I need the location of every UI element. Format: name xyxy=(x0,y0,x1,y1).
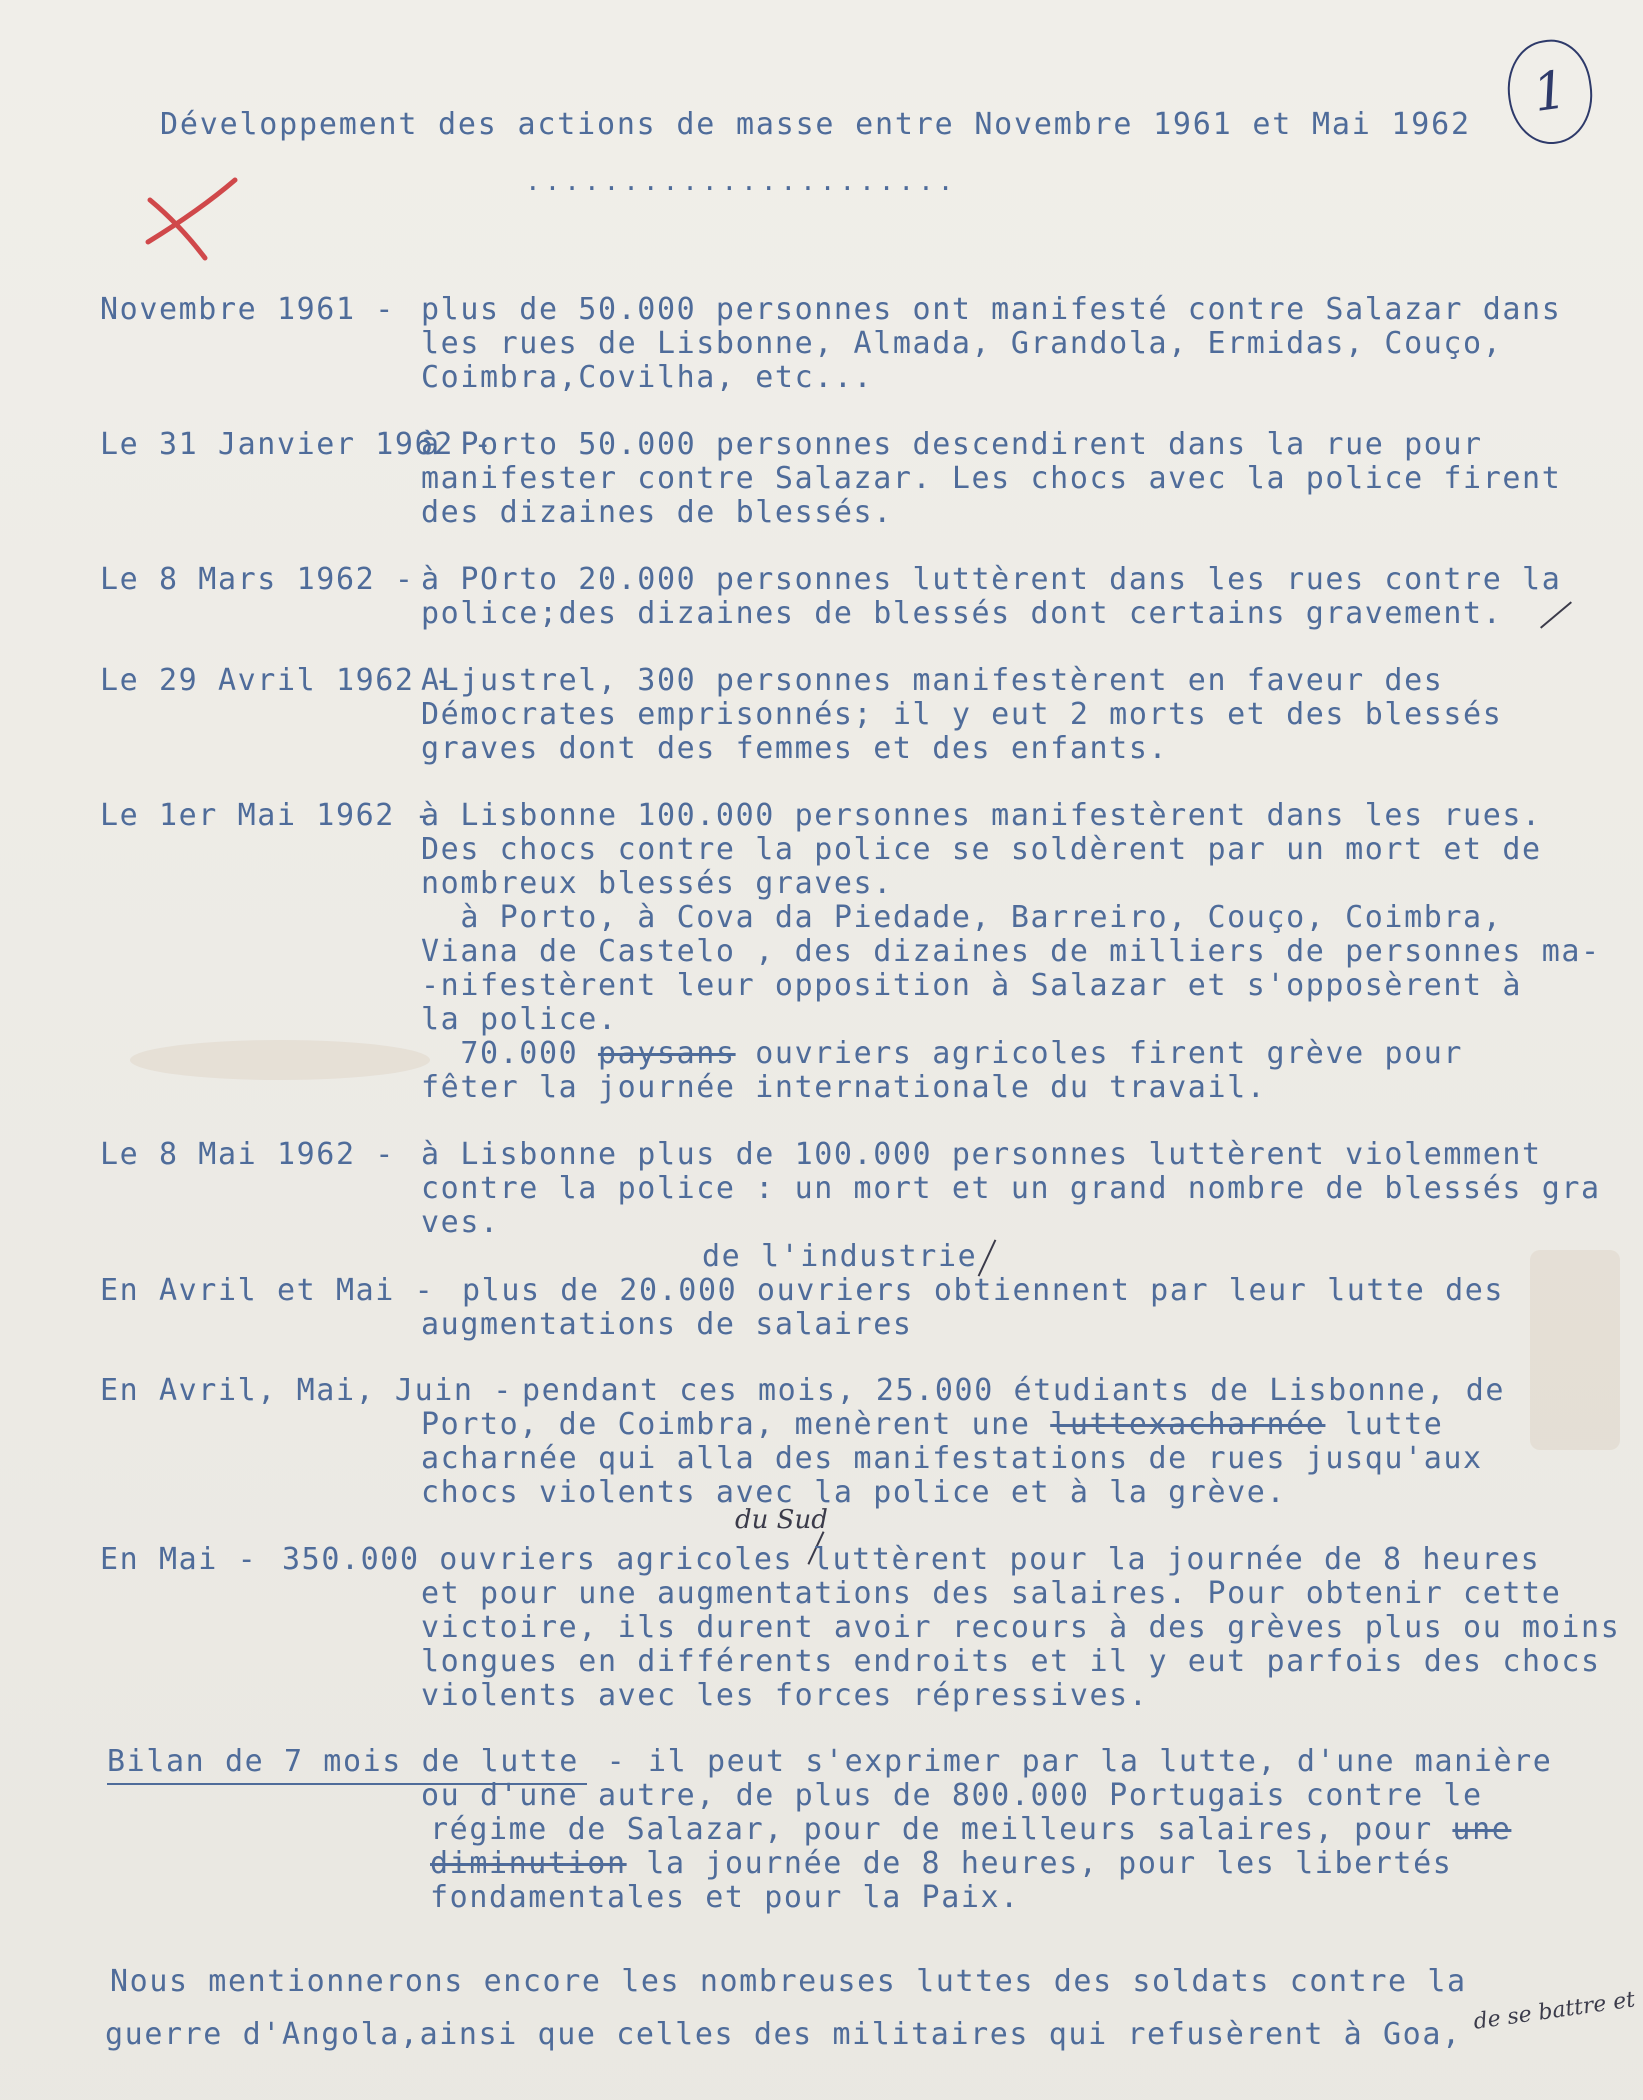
entry-text-line: à POrto 20.000 personnes luttèrent dans les rues contre la xyxy=(421,562,1562,597)
entry-text-line: nombreux blessés graves. xyxy=(421,866,893,901)
entry-text-line: contre la police : un mort et un grand nombre de blessés gra xyxy=(421,1171,1601,1206)
red-x-mark xyxy=(140,170,240,270)
entry-date-apr-may-jun: En Avril, Mai, Juin - xyxy=(100,1373,533,1408)
page-title: Développement des actions de masse entre Novembre 1961 et Mai 1962 xyxy=(160,107,1471,142)
closing-paragraph-line: Nous mentionnerons encore les nombreuses luttes des soldats contre la xyxy=(110,1964,1467,1999)
entry-text-line: longues en différents endroits et il y eut parfois des chocs xyxy=(421,1644,1601,1679)
entry-date-mar-1962: Le 8 Mars 1962 - xyxy=(100,562,435,597)
entry-text-line: pendant ces mois, 25.000 étudiants de Lisbonne, de xyxy=(522,1373,1506,1408)
entry-text-line: ALjustrel, 300 personnes manifestèrent en faveur des xyxy=(421,663,1444,698)
entry-date-apr-1962: Le 29 Avril 1962 - xyxy=(100,663,474,698)
entry-date-nov-1961: Novembre 1961 - xyxy=(100,292,415,327)
paper-stain xyxy=(130,1040,430,1080)
entry-text-line: à Porto 50.000 personnes descendirent dans la rue pour xyxy=(421,427,1483,462)
handwritten-margin-note: de se battre et xyxy=(1472,1987,1637,2035)
entry-text-line: 350.000 ouvriers agricoles luttèrent pour la journée de 8 heures xyxy=(282,1542,1541,1577)
summary-text-line: ou d'une autre, de plus de 800.000 Portugais contre le xyxy=(421,1778,1483,1813)
entry-text-line: Coimbra,Covilha, etc... xyxy=(421,360,874,395)
entry-text-line: plus de 50.000 personnes ont manifesté contre Salazar dans xyxy=(421,292,1562,327)
entry-date-may: En Mai - xyxy=(100,1542,277,1577)
entry-text-line: violents avec les forces répressives. xyxy=(421,1678,1149,1713)
page-number-circle: 1 xyxy=(1501,35,1599,150)
entry-text-line: manifester contre Salazar. Les chocs avec la police firent xyxy=(421,461,1562,496)
entry-text-fragment: régime de Salazar, pour de meilleurs salaires, pour xyxy=(430,1812,1453,1847)
entry-text-line: police;des dizaines de blessés dont certains gravement. xyxy=(421,596,1503,631)
struck-word: une xyxy=(1452,1812,1512,1847)
entry-text-line: acharnée qui alla des manifestations de rues jusqu'aux xyxy=(421,1441,1483,1476)
entry-text-line: la police. xyxy=(421,1002,618,1037)
entry-text-line: fêter la journée internationale du travail. xyxy=(421,1070,1267,1105)
typed-insertion: de l'industrie xyxy=(702,1239,978,1274)
summary-text-line: il peut s'exprimer par la lutte, d'une manière xyxy=(648,1744,1553,1779)
entry-text-line: à Lisbonne plus de 100.000 personnes luttèrent violemment xyxy=(421,1137,1542,1172)
entry-text-line: chocs violents avec la police et à la grève. xyxy=(421,1475,1287,1510)
entry-text-fragment: 70.000 xyxy=(421,1036,598,1071)
paper-stain xyxy=(1530,1250,1620,1450)
entry-date-may1-1962: Le 1er Mai 1962 - xyxy=(100,798,454,833)
handwritten-slash xyxy=(1540,601,1572,628)
struck-word: diminution xyxy=(430,1846,627,1881)
entry-text-line: et pour une augmentations des salaires. Pour obtenir cette xyxy=(421,1576,1562,1611)
entry-text-line: victoire, ils durent avoir recours à des grèves plus ou moins xyxy=(421,1610,1621,1645)
entry-text-line: Démocrates emprisonnés; il y eut 2 morts et des blessés xyxy=(421,697,1503,732)
entry-text-line: les rues de Lisbonne, Almada, Grandola, Ermidas, Couço, xyxy=(421,326,1503,361)
entry-text-line: des dizaines de blessés. xyxy=(421,495,893,530)
entry-text-line: Des chocs contre la police se soldèrent par un mort et de xyxy=(421,832,1542,867)
entry-text-line: ves. xyxy=(421,1205,500,1240)
entry-date-may8-1962: Le 8 Mai 1962 - xyxy=(100,1137,415,1172)
closing-paragraph-line: guerre d'Angola,ainsi que celles des militaires qui refusèrent à Goa, xyxy=(105,2017,1462,2052)
entry-text-line: -nifestèrent leur opposition à Salazar et s'opposèrent à xyxy=(421,968,1523,1003)
summary-text-line xyxy=(430,1847,1452,1881)
entry-date-apr-may: En Avril et Mai - xyxy=(100,1273,454,1308)
entry-text-line xyxy=(421,1037,1463,1071)
entry-text-fragment: Porto, de Coimbra, menèrent une xyxy=(421,1407,1051,1442)
handwritten-insertion: du Sud xyxy=(735,1505,828,1535)
summary-text-line: fondamentales et pour la Paix. xyxy=(430,1880,1020,1915)
entry-text-line: à Lisbonne 100.000 personnes manifestèrent dans les rues. xyxy=(421,798,1542,833)
entry-text-fragment: lutte xyxy=(1325,1407,1444,1442)
entry-text-line: augmentations de salaires xyxy=(421,1307,913,1342)
entry-text-line: graves dont des femmes et des enfants. xyxy=(421,731,1169,766)
struck-word: luttexacharnée xyxy=(1050,1407,1326,1442)
title-separator: ...................... xyxy=(525,167,958,197)
entry-text-fragment: la journée de 8 heures, pour les libertés xyxy=(646,1846,1453,1881)
entry-text-line: à Porto, à Cova da Piedade, Barreiro, Couço, Coimbra, xyxy=(421,900,1503,935)
struck-word: paysans xyxy=(597,1036,736,1071)
entry-text-line: Viana de Castelo , des dizaines de milliers de personnes ma- xyxy=(421,934,1601,969)
summary-dash: - xyxy=(587,1744,646,1779)
entry-date-jan-1962: Le 31 Janvier 1962 - xyxy=(100,427,513,462)
entry-text-fragment: ouvriers agricoles firent grève pour xyxy=(735,1036,1464,1071)
summary-text-line xyxy=(430,1813,1511,1847)
handwritten-slash xyxy=(978,1239,997,1276)
summary-heading: Bilan de 7 mois de lutte xyxy=(107,1744,579,1779)
entry-text-line xyxy=(421,1408,1443,1442)
entry-text-line: plus de 20.000 ouvriers obtiennent par leur lutte des xyxy=(462,1273,1505,1308)
